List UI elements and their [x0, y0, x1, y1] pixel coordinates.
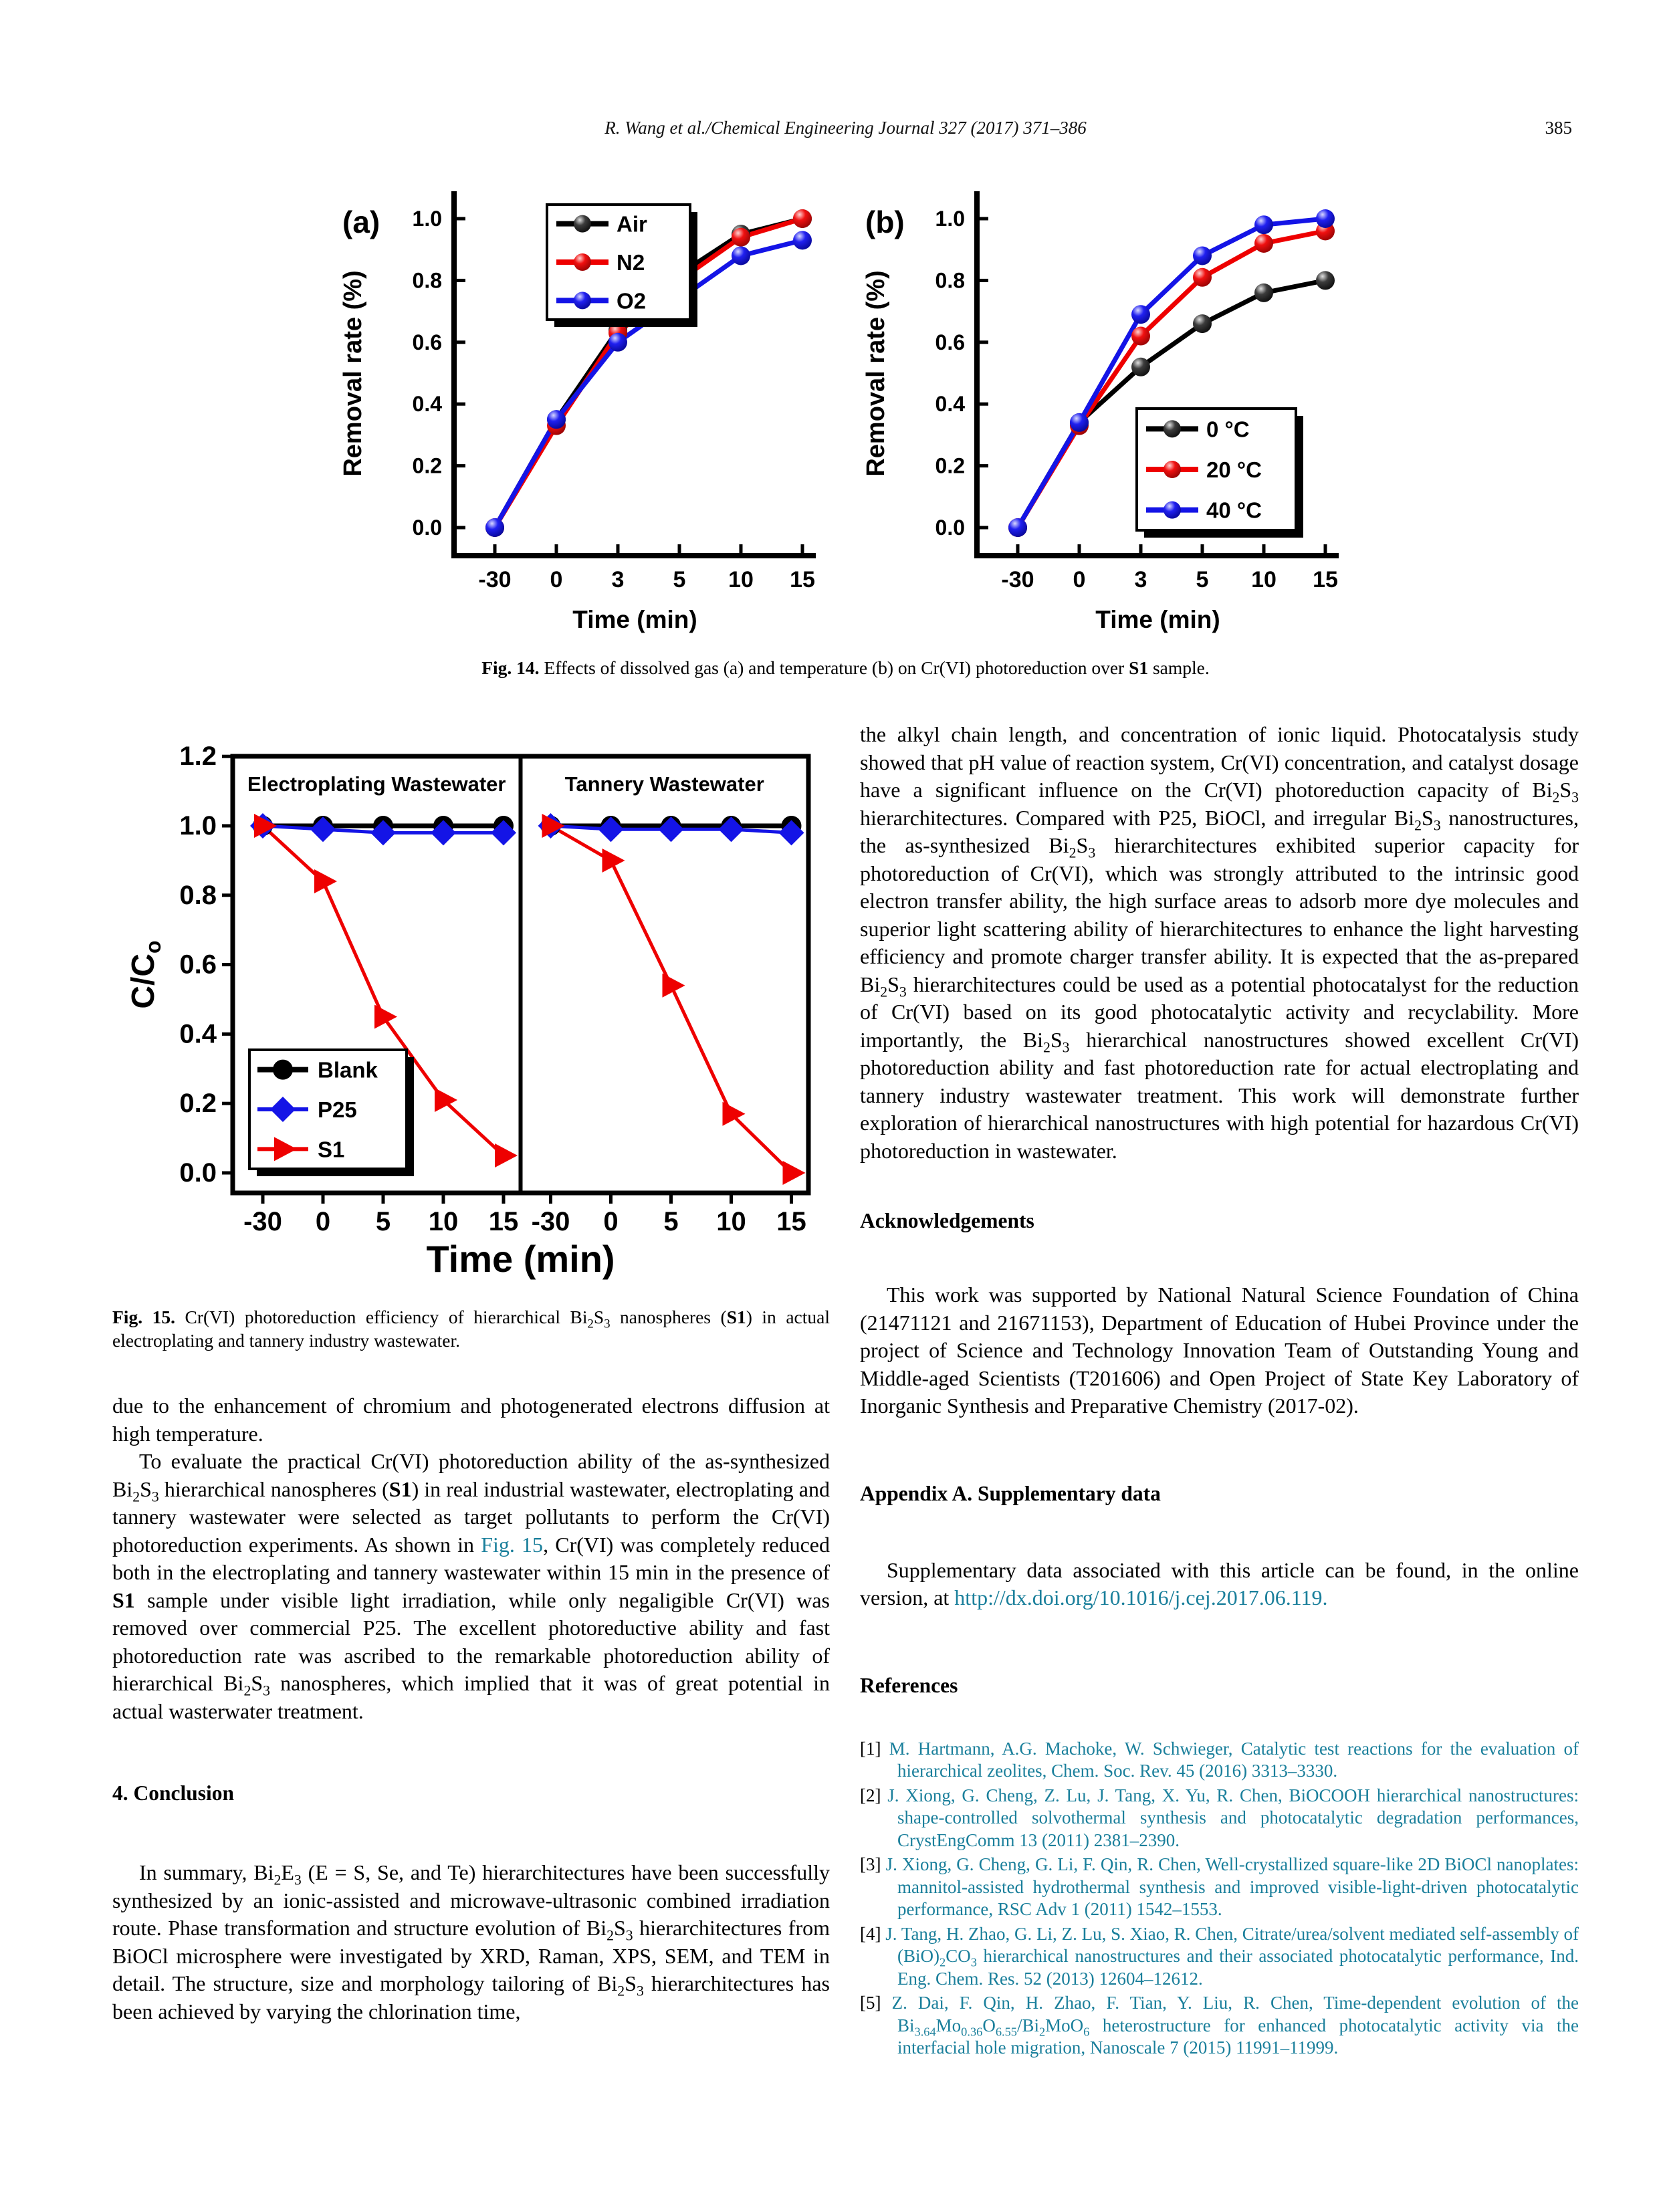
reference-text: Z. Dai, F. Qin, H. Zhao, F. Tian, Y. Liu, R. Chen, Time-dependent evolution of the $Bi_{3.64}Mo_{0.36}O_{6.55}/Bi_2MoO_6$ heterostructure for enhanced photocatalytic activity via the interfacial hole migration, Nanoscale 7 (2015) 11991–11999. — [891, 1993, 1579, 2058]
svg-text:10: 10 — [1250, 567, 1277, 592]
svg-text:Time (min): Time (min) — [426, 1238, 615, 1280]
reference-label: [1] — [860, 1738, 881, 1759]
body-paragraph-acknowledgements: This work was supported by National Natural Science Foundation of China (21471121 and 21671153), Department of Education of Hubei Province under the project of Science and Technology Innovation Team of Outstanding Young and Middle-aged Scientists (T201606) and Open Project of State Key Laboratory of Inorganic Synthesis and Preparative Chemistry (2017-02). — [860, 1283, 1579, 1418]
svg-text:0.8: 0.8 — [179, 880, 217, 910]
right-column — [860, 710, 1579, 2062]
svg-text:5: 5 — [663, 1207, 679, 1236]
svg-text:5: 5 — [375, 1207, 391, 1236]
body-paragraph-conclusion: In summary, $Bi_2E_3$ (E = S, Se, and Te) hierarchitectures have been successfully synthesized by an ionic-assisted and microwave-ultrasonic combined irradiation route. Phase transformation and structure evolution of $Bi_2S_3$ hierarchitectures from BiOCl microsphere were investigated by XRD, Raman, XPS, SEM, and TEM in detail. The structure, size and morphology tailoring of $Bi_2S_3$ hierarchitectures has been achieved by varying the chlorination time, — [112, 1860, 831, 2023]
running-head-text: R. Wang et al./Chemical Engineering Journal 327 (2017) 371–386 — [604, 118, 1087, 138]
fig14-panel-b-chart — [837, 178, 1345, 649]
svg-text:0.6: 0.6 — [179, 950, 217, 980]
reference-label: [4] — [860, 1923, 881, 1944]
svg-text:0: 0 — [315, 1207, 331, 1236]
text-link[interactable]: Fig. 15 — [481, 1532, 544, 1557]
svg-text:15: 15 — [488, 1207, 519, 1236]
acknowledgements-heading: Acknowledgements — [860, 1209, 1034, 1232]
svg-text:-30: -30 — [1000, 567, 1034, 592]
svg-text:5: 5 — [673, 567, 685, 592]
svg-text:0.2: 0.2 — [412, 453, 442, 478]
reference-text: J. Xiong, G. Cheng, Z. Lu, J. Tang, X. Yu, R. Chen, BiOCOOH hierarchical nanostructures: shape-controlled solvothermal synthesis and photocatalytic degradation performances, CrystEngComm 13 (2011) 2381–2390. — [887, 1785, 1579, 1850]
reference-label: [2] — [860, 1785, 881, 1805]
svg-text:0: 0 — [1073, 567, 1085, 592]
svg-text:Electroplating Wastewater: Electroplating Wastewater — [247, 772, 506, 796]
reference-item[interactable] — [860, 1738, 1579, 1783]
reference-item[interactable] — [860, 1923, 1579, 1991]
fig14-caption: Fig. 14. Effects of dissolved gas (a) and temperature (b) on Cr(VI) photoreduction over S1 sample. — [481, 657, 1210, 678]
svg-text:5: 5 — [1196, 567, 1208, 592]
svg-text:0.6: 0.6 — [935, 330, 965, 354]
svg-text:20 °C: 20 °C — [1206, 457, 1262, 482]
svg-text:0 °C: 0 °C — [1206, 417, 1250, 442]
references-heading: References — [860, 1673, 958, 1697]
running-head — [112, 118, 1579, 138]
left-column — [112, 710, 830, 2025]
svg-text:1.0: 1.0 — [412, 207, 442, 231]
svg-text:0.2: 0.2 — [935, 453, 965, 478]
reference-label: [3] — [860, 1854, 881, 1874]
svg-text:1.2: 1.2 — [179, 742, 217, 772]
svg-text:10: 10 — [428, 1207, 459, 1236]
svg-text:15: 15 — [789, 567, 815, 592]
svg-text:0.0: 0.0 — [935, 516, 965, 540]
svg-text:Time (min): Time (min) — [572, 606, 697, 633]
svg-text:3: 3 — [1134, 567, 1147, 592]
fig15-caption: Fig. 15. Cr(VI) photoreduction efficiency of hierarchical $Bi_2S_3$ nanospheres (S1) in actual electroplating and tannery industry wastewater. — [112, 1307, 830, 1351]
svg-text:10: 10 — [716, 1207, 746, 1236]
svg-text:0.4: 0.4 — [179, 1019, 217, 1049]
svg-text:O2: O2 — [616, 288, 646, 314]
svg-text:15: 15 — [776, 1207, 806, 1236]
reference-item[interactable] — [860, 1992, 1579, 2060]
reference-item[interactable] — [860, 1785, 1579, 1852]
page-number: 385 — [1545, 118, 1572, 138]
svg-text:0.0: 0.0 — [179, 1158, 217, 1188]
references-list — [860, 1738, 1579, 2060]
svg-text:0.2: 0.2 — [179, 1089, 217, 1119]
svg-text:Removal rate (%): Removal rate (%) — [861, 270, 890, 477]
svg-text:0.8: 0.8 — [935, 268, 965, 293]
svg-text:0: 0 — [550, 567, 562, 592]
svg-text:0.4: 0.4 — [412, 392, 442, 417]
svg-text:Removal rate (%): Removal rate (%) — [338, 270, 367, 477]
svg-text:0: 0 — [603, 1207, 619, 1236]
body-paragraph-summary: the alkyl chain length, and concentration of ionic liquid. Photocatalysis study showed that pH value of reaction system, Cr(VI) concentration, and catalyst dosage have a significant influence on the Cr(VI) photoreduction capacity of $Bi_2S_3$ hierarchitectures. Compared with P25, BiOCl, and irregular $Bi_2S_3$ nanostructures, the as-synthesized $Bi_2S_3$ hierarchitectures exhibited superior capacity for photoreduction of Cr(VI), which was strongly attributed to the intrinsic good electron transfer ability, the high surface areas to adsorb more dye molecules and superior light scattering ability of hierarchitectures to enhance the light harvesting efficiency and promote charger transfer ability. It is expected that the as-prepared $Bi_2S_3$ hierarchitectures could be used as a potential photocatalyst for the reduction of Cr(VI) based on its good photocatalytic activity and recyclability. More importantly, the $Bi_2S_3$ hierarchical nanostructures showed excellent Cr(VI) photoreduction ability and fast photoreduction rate for actual electroplating and tannery industry wastewater treatment. This work will demonstrate further exploration of hierarchical nanostructures with high potential for hazardous Cr(VI) photoreduction in wastewater. — [860, 722, 1579, 1163]
reference-text: J. Tang, H. Zhao, G. Li, Z. Lu, S. Xiao, R. Chen, Citrate/urea/solvent mediated self-assembly of $(BiO)_2CO_3$ hierarchical nanostructures and their associated photocatalytic performance, Ind. Eng. Chem. Res. 52 (2013) 12604–12612. — [885, 1923, 1579, 1989]
body-paragraph-temperature: due to the enhancement of chromium and photogenerated electrons diffusion at high temperature. — [112, 1394, 830, 1446]
svg-text:(b): (b) — [865, 205, 905, 239]
svg-text:S1: S1 — [318, 1137, 345, 1162]
reference-text: M. Hartmann, A.G. Machoke, W. Schwieger, Catalytic test reactions for the evaluation of hierarchical zeolites, Chem. Soc. Rev. 45 (2016) 3313–3330. — [889, 1738, 1579, 1781]
svg-text:Air: Air — [616, 211, 647, 237]
svg-text:0.0: 0.0 — [412, 516, 442, 540]
reference-item[interactable] — [860, 1854, 1579, 1921]
svg-text:0.6: 0.6 — [412, 330, 442, 354]
conclusion-heading: 4. Conclusion — [112, 1781, 235, 1805]
reference-label: [5] — [860, 1993, 881, 2013]
svg-text:Tannery Wastewater: Tannery Wastewater — [564, 772, 764, 796]
svg-text:N2: N2 — [616, 250, 645, 275]
figure-14 — [0, 178, 1659, 649]
svg-text:40 °C: 40 °C — [1206, 497, 1262, 523]
svg-text:P25: P25 — [318, 1097, 357, 1122]
svg-text:-30: -30 — [243, 1207, 282, 1236]
fig15-chart — [112, 710, 830, 1285]
svg-text:1.0: 1.0 — [935, 207, 965, 231]
svg-text:(a): (a) — [342, 205, 380, 239]
svg-text:3: 3 — [611, 567, 624, 592]
text-link[interactable]: http://dx.doi.org/10.1016/j.cej.2017.06.119. — [954, 1585, 1328, 1610]
svg-text:-30: -30 — [477, 567, 512, 592]
svg-text:15: 15 — [1312, 567, 1338, 592]
svg-text:10: 10 — [728, 567, 754, 592]
svg-text:Time (min): Time (min) — [1095, 606, 1220, 633]
svg-text:0.8: 0.8 — [412, 268, 442, 293]
fig14-panel-a-chart — [314, 178, 822, 649]
svg-text:-30: -30 — [531, 1207, 570, 1236]
body-paragraph-supplementary: Supplementary data associated with this article can be found, in the online version, at http://dx.doi.org/10.1016/j.cej.2017.06.119. — [860, 1557, 1579, 1610]
svg-text:C/Co: C/Co — [126, 940, 165, 1009]
svg-text:Blank: Blank — [318, 1057, 378, 1083]
reference-text: J. Xiong, G. Cheng, G. Li, F. Qin, R. Chen, Well-crystallized square-like 2D BiOCl nanoplates: mannitol-assisted hydrothermal synthesis and improved visible-light-driven photocatalytic performance, RSC Adv 1 (2011) 1542–1553. — [885, 1854, 1579, 1919]
svg-text:1.0: 1.0 — [179, 811, 217, 841]
body-paragraph-practical-evaluation: To evaluate the practical Cr(VI) photoreduction ability of the as-synthesized $Bi_2S_3$ hierarchical nanospheres (S1) in real industrial wastewater, electroplating and tannery wastewater were selected as target pollutants to perform the Cr(VI) photoreduction experiments. As shown in Fig. 15, Cr(VI) was completely reduced both in the electroplating and tannery wastewater within 15 min in the presence of S1 sample under visible light irradiation, while only negaligible Cr(VI) was removed over commercial P25. The excellent photoreductive ability and fast photoreduction rate was ascribed to the remarkable photoreduction ability of hierarchical $Bi_2S_3$ nanospheres, which implied that it was of great potential in actual wasterwater treatment. — [112, 1449, 831, 1723]
svg-text:0.4: 0.4 — [935, 392, 965, 417]
appendix-heading: Appendix A. Supplementary data — [860, 1481, 1161, 1505]
